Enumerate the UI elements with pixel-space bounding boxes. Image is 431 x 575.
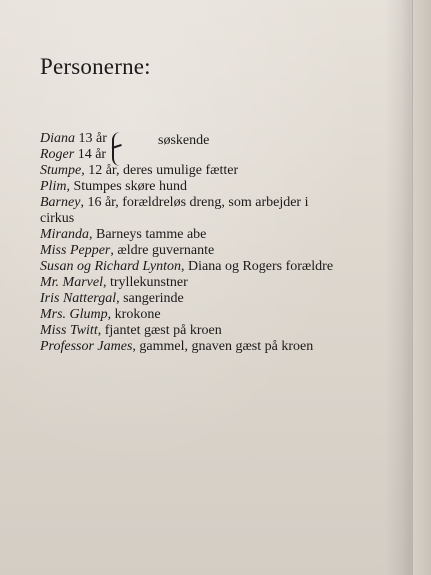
character-line-lyntons <box>40 259 360 275</box>
character-description: , gammel, gnaven gæst på kroen <box>132 339 314 354</box>
character-description: , 16 år, forældreløs dreng, som arbejder i <box>80 195 309 210</box>
character-name: Miss Pepper <box>40 243 111 258</box>
character-name: Professor James <box>40 339 133 354</box>
character-line-barney <box>40 195 360 211</box>
character-name: Plim <box>40 179 67 194</box>
sibling-bracket <box>112 132 124 166</box>
character-line-barney-cont <box>40 211 360 227</box>
character-description: , Barneys tamme abe <box>89 227 207 242</box>
character-line-mrs-glump <box>40 307 360 323</box>
character-name: Susan og Richard Lynton <box>40 259 182 274</box>
character-line-stumpe <box>40 163 360 179</box>
character-description: , tryllekunstner <box>103 275 188 290</box>
character-description: , sangerinde <box>116 291 184 306</box>
character-name: Miss Twitt <box>40 323 98 338</box>
character-description: , Stumpes skøre hund <box>66 179 188 194</box>
character-name: Mr. Marvel <box>40 275 103 290</box>
character-line-miss-pepper <box>40 243 360 259</box>
right-page-edge <box>412 0 431 575</box>
character-name: Mrs. Glump <box>40 307 108 322</box>
character-description: , Diana og Rogers forældre <box>181 259 334 274</box>
sibling-label: søskende <box>158 133 210 148</box>
character-line-miranda <box>40 227 360 243</box>
character-description: 13 år <box>75 131 107 146</box>
character-name: Miranda <box>40 227 89 242</box>
character-line-professor-james <box>40 339 360 355</box>
character-name: Stumpe <box>40 163 82 178</box>
character-description: 14 år <box>74 147 107 162</box>
character-name: Iris Nattergal <box>40 291 117 306</box>
character-line-roger <box>40 147 360 163</box>
character-line-miss-twitt <box>40 323 360 339</box>
character-line-iris <box>40 291 360 307</box>
character-description: cirkus <box>40 211 75 226</box>
character-list <box>40 131 360 355</box>
page-title: Personerne: <box>40 54 151 79</box>
character-description: , ældre guvernante <box>110 243 215 258</box>
character-name: Roger <box>40 147 75 162</box>
character-description: , 12 år, deres umulige fætter <box>81 163 239 178</box>
character-description: , krokone <box>107 307 161 322</box>
character-name: Barney <box>40 195 81 210</box>
character-line-plim <box>40 179 360 195</box>
character-name: Diana <box>40 131 75 146</box>
character-description: , fjantet gæst på kroen <box>97 323 222 338</box>
character-line-mr-marvel <box>40 275 360 291</box>
